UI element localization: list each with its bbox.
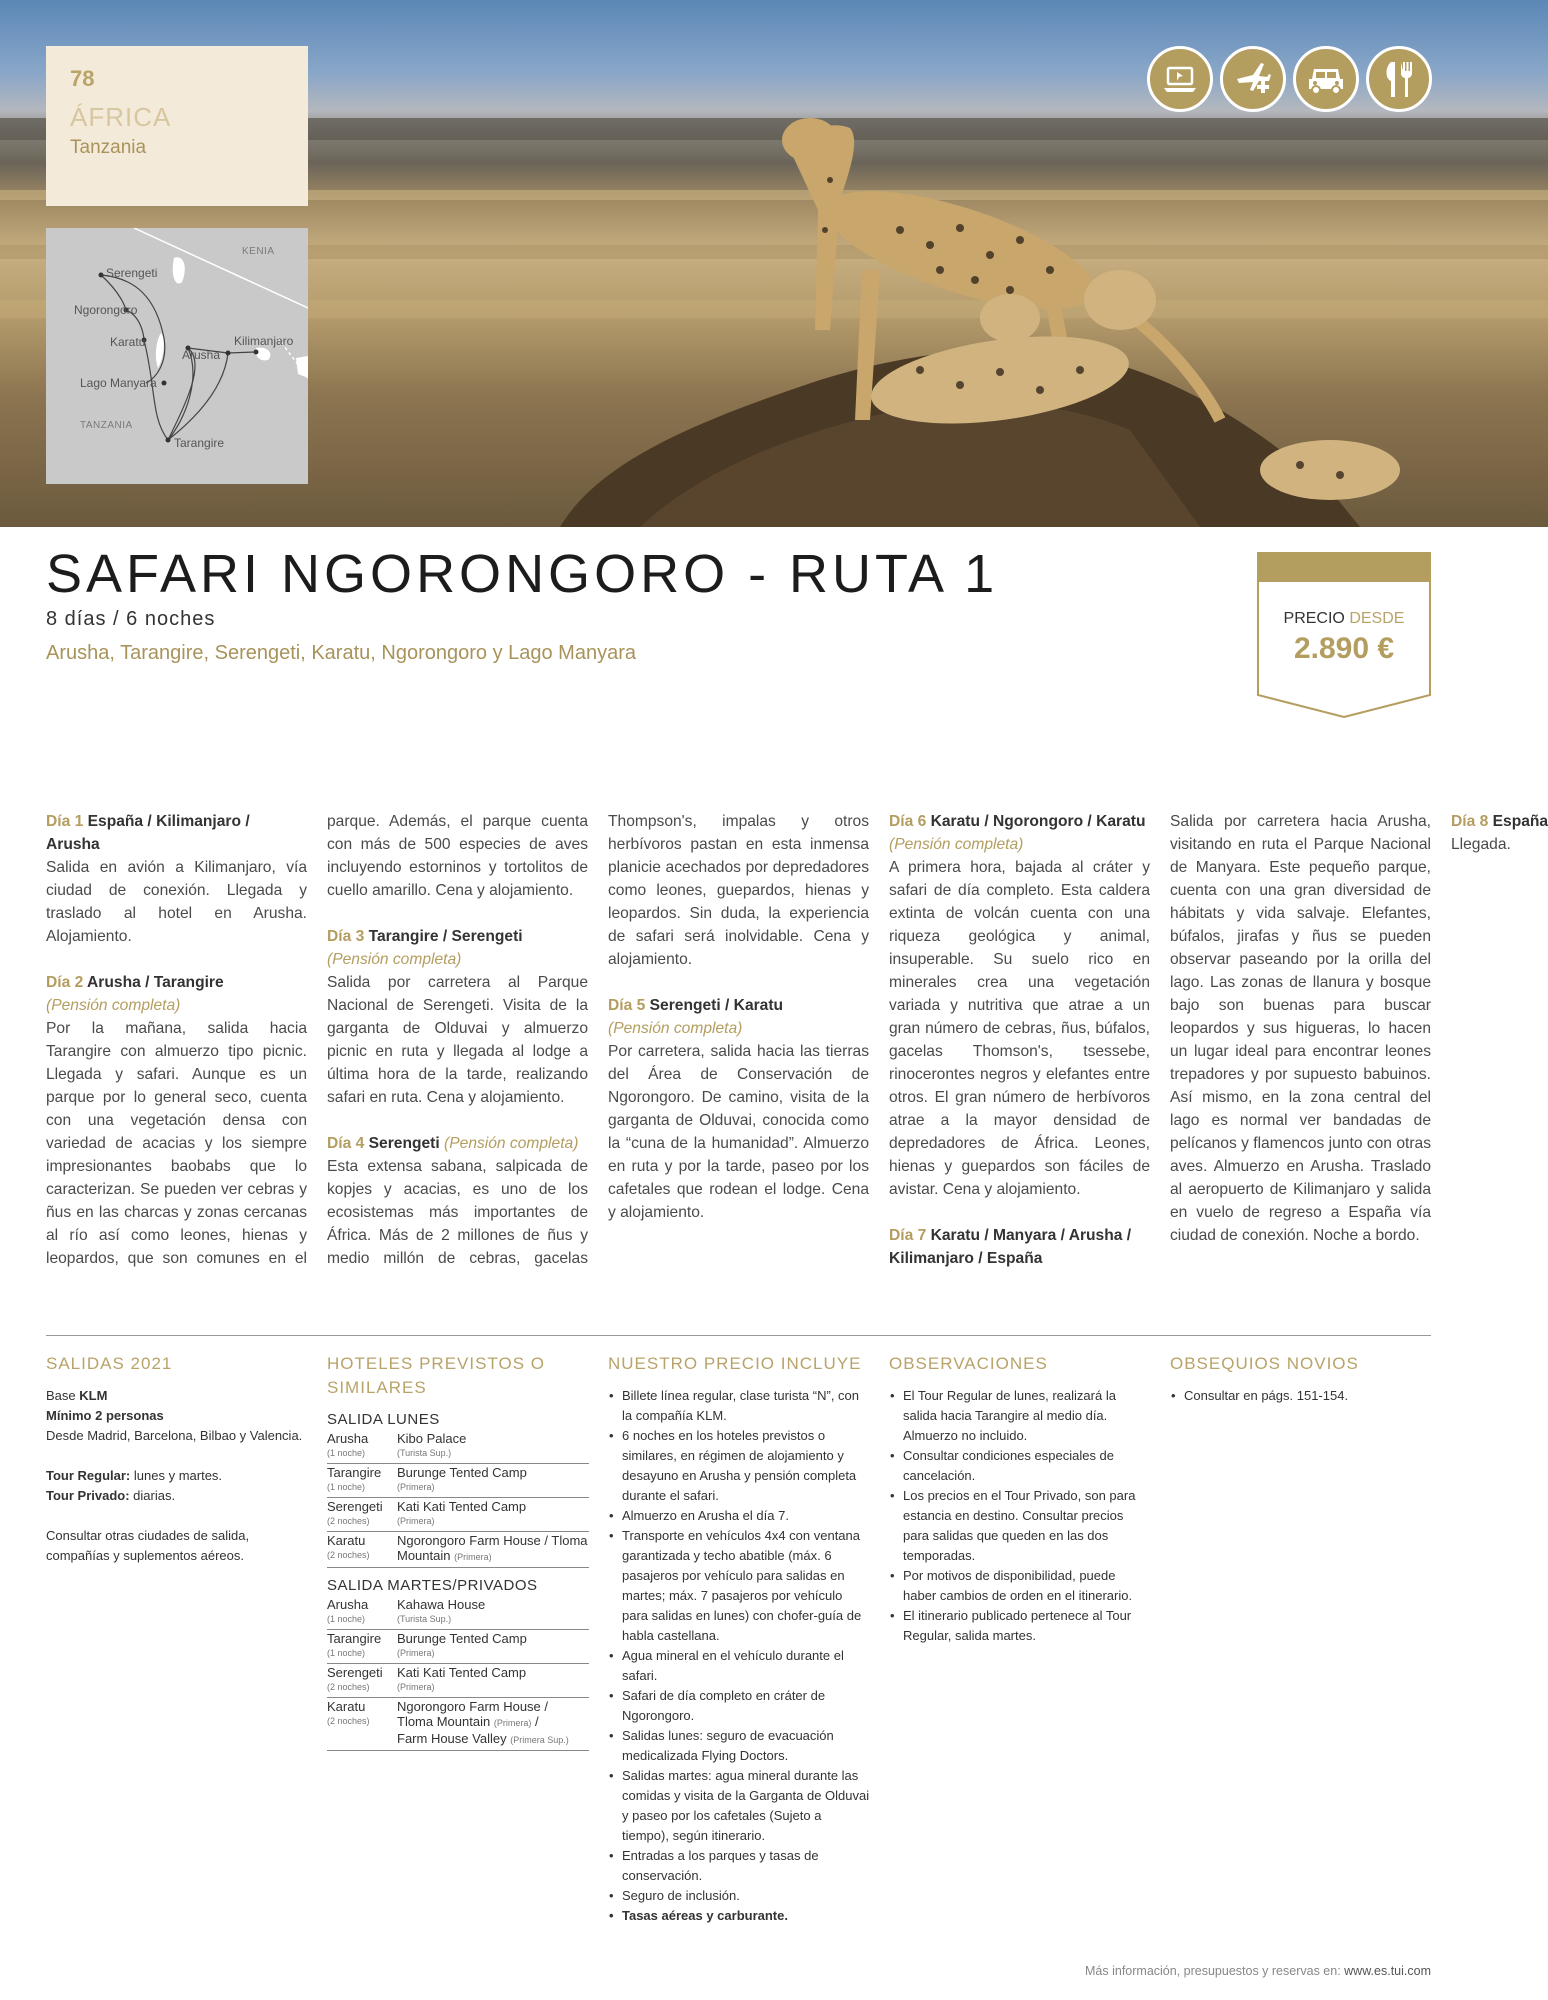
day-number: Día 2: [46, 974, 84, 991]
hotel-row: [327, 1464, 589, 1498]
hotel-city: Serengeti: [327, 1499, 383, 1514]
salidas-from: Desde Madrid, Barcelona, Bilbao y Valencia.: [46, 1428, 303, 1443]
salidas-min: Mínimo 2 personas: [46, 1408, 164, 1423]
plane-medical-icon: [1220, 46, 1286, 112]
incluye-item: • Entradas a los parques y tasas de conservación.: [608, 1846, 870, 1886]
map-place-tarangire: Tarangire: [174, 436, 225, 450]
hotel-nights: (2 noches): [327, 1516, 370, 1526]
day-heading: [46, 971, 307, 994]
trip-title: SAFARI NGORONGORO - RUTA 1: [46, 544, 999, 604]
day-text: Por la mañana, salida hacia Tarangire con almuerzo tipo picnic. Llegada y safari. Aunque es un parque por lo general seco, cuenta con una vegetación densa con variedad de acacias y los siempre impresionantes baobabs que lo caracterizan. Se pueden ver cebras y ñus en las charcas y zonas cercanas al río así como leones, hienas y leopardos, que son comunes en el parque. Además, el parque cuenta con más de 500 especies de aves incluyendo estorninos y tortolitos de cuello amarillo. Cena y alojamiento.: [46, 813, 588, 1267]
day-heading: [889, 810, 1150, 856]
trip-duration: 8 días / 6 noches: [46, 608, 216, 630]
footer-text: Más información, presupuestos y reservas en:: [1085, 1964, 1341, 1978]
map-place-arusha: Arusha: [182, 348, 221, 362]
itinerary-day: [327, 925, 588, 1109]
price-badge: [1257, 552, 1431, 718]
hotel-row: Karatu (2 noches) Ngorongoro Farm House / Tloma Mountain (Primera) / Farm House Valley (Primera Sup.): [327, 1698, 589, 1751]
day-heading: [46, 810, 307, 856]
jeep-icon: [1293, 46, 1359, 112]
hoteles-column: [327, 1352, 589, 1751]
map-place-kilimanjaro: Kilimanjaro: [234, 334, 294, 348]
observaciones-title: OBSERVACIONES: [889, 1354, 1048, 1373]
laptop-icon: [1147, 46, 1213, 112]
day-meal: (Pensión completa): [46, 997, 181, 1014]
incluye-item: • Seguro de inclusión.: [608, 1886, 870, 1906]
incluye-item: • Almuerzo en Arusha el día 7.: [608, 1506, 870, 1526]
hotel-name: Tloma Mountain: [397, 1714, 491, 1729]
hotel-section-title: SALIDA LUNES: [327, 1411, 440, 1428]
hotel-category: (Primera): [397, 1482, 435, 1492]
trip-route: Arusha, Tarangire, Serengeti, Karatu, Ngorongoro y Lago Manyara: [46, 642, 636, 664]
hotel-row: [327, 1596, 589, 1630]
hotel-row: [327, 1498, 589, 1532]
salidas-private: [46, 1486, 308, 1506]
salidas-title: SALIDAS 2021: [46, 1354, 173, 1373]
page-header-box: [46, 46, 308, 206]
hero-photo: [0, 0, 1548, 527]
itinerary-day: [608, 994, 869, 1224]
salidas-regular: [46, 1466, 308, 1486]
obsequios-title: OBSEQUIOS NOVIOS: [1170, 1354, 1359, 1373]
itinerary-day: [46, 810, 307, 948]
hotel-name: Ngorongoro Farm House /: [397, 1699, 549, 1714]
hotel-city: Arusha: [327, 1597, 369, 1612]
day-places: Tarangire / Serengeti: [368, 928, 523, 945]
hotel-section-title: SALIDA MARTES/PRIVADOS: [327, 1577, 538, 1594]
observacion-item: • Consultar condiciones especiales de cancelación.: [889, 1446, 1151, 1486]
obsequio-item: • Consultar en págs. 151-154.: [1170, 1386, 1432, 1406]
obsequios-column: [1170, 1352, 1432, 1406]
day-heading: [889, 1224, 1150, 1270]
salidas-base: [46, 1386, 308, 1406]
hotel-name: Farm House Valley: [397, 1731, 507, 1746]
day-text: Salida por carretera hacia Arusha, visitando en ruta el Parque Nacional de Manyara. Este pequeño parque, cuenta con una gran diversidad de hábitats y vida salvaje. Elefantes, búfalos, jirafas y ñus se pueden observar paseando por la orilla del lago. Las zonas de llanura y bosque bajo son buenas para buscar leopardos y sus higueras, lo hacen un lugar ideal para encontrar leones trepadores y por supuesto babuinos. Así mismo, en la zona central del lago es normal ver bandadas de pelícanos y flamencos junto con otras aves. Almuerzo en Arusha. Traslado al aeropuerto de Kilimanjaro y salida en vuelo de regreso a España vía ciudad de conexión. Noche a bordo.: [1170, 813, 1431, 1244]
day-places: Serengeti / Karatu: [649, 997, 784, 1014]
day-meal: (Pensión completa): [444, 1135, 579, 1152]
day-meal: (Pensión completa): [608, 1020, 743, 1037]
hotel-name: Kati Kati Tented Camp: [397, 1499, 527, 1514]
hotel-name: Ngorongoro Farm House / Tloma Mountain: [397, 1533, 588, 1563]
hotel-category: (Primera): [397, 1682, 435, 1692]
map-label-kenia: KENIA: [242, 246, 275, 257]
price-label-main: PRECIO: [1283, 610, 1345, 627]
day-number: Día 7: [889, 1227, 927, 1244]
private-label: Tour Privado:: [46, 1488, 130, 1503]
observacion-item: • Por motivos de disponibilidad, puede haber cambios de orden en el itinerario.: [889, 1566, 1151, 1606]
cutlery-icon: [1366, 46, 1432, 112]
hotel-row: [327, 1630, 589, 1664]
hotel-nights: (1 noche): [327, 1648, 366, 1658]
day-places: Karatu / Ngorongoro / Karatu: [930, 813, 1146, 830]
day-number: Día 3: [327, 928, 365, 945]
day-text: Salida por carretera al Parque Nacional de Serengeti. Visita de la garganta de Olduvai y almuerzo picnic en ruta y llegada al lodge a última hora de la tarde, realizando safari en ruta. Cena y alojamiento.: [327, 974, 588, 1106]
hotel-category: (Primera Sup.): [510, 1735, 569, 1745]
day-number: Día 1: [46, 813, 84, 830]
incluye-item: • 6 noches en los hoteles previstos o similares, en régimen de alojamiento y desayuno en Arusha y pensión completa durante el safari.: [608, 1426, 870, 1506]
hotel-city: Karatu: [327, 1533, 366, 1548]
day-number: Día 4: [327, 1135, 365, 1152]
observacion-item: • El Tour Regular de lunes, realizará la salida hacia Tarangire al medio día. Almuerzo no incluido.: [889, 1386, 1151, 1446]
price-value: 2.890 €: [1293, 632, 1395, 665]
hotel-city: Tarangire: [327, 1631, 382, 1646]
hotel-city: Tarangire: [327, 1465, 382, 1480]
map-place-karatu: Karatu: [110, 335, 146, 349]
service-icons: [1147, 46, 1432, 112]
hotel-nights: (1 noche): [327, 1614, 366, 1624]
day-places: Serengeti: [368, 1135, 440, 1152]
section-divider: [46, 1335, 1431, 1336]
incluye-list: [608, 1386, 870, 1926]
day-places: España / Kilimanjaro / Arusha: [46, 813, 250, 853]
day-heading: [327, 1132, 588, 1155]
day-places: España: [1492, 813, 1548, 830]
incluye-column: [608, 1352, 870, 1926]
base-value: KLM: [79, 1388, 108, 1403]
day-number: Día 6: [889, 813, 927, 830]
footer: [1085, 1964, 1431, 1978]
hotel-name: Burunge Tented Camp: [397, 1631, 527, 1646]
hotel-category: (Primera): [493, 1718, 532, 1728]
salidas-column: [46, 1352, 308, 1566]
day-heading: [1451, 810, 1548, 833]
hotel-name: Kibo Palace: [397, 1431, 467, 1446]
price-label: [1257, 610, 1431, 628]
base-label: Base: [46, 1388, 76, 1403]
hotel-nights: (2 noches): [327, 1716, 370, 1726]
day-meal: (Pensión completa): [889, 836, 1024, 853]
incluye-item: • Billete línea regular, clase turista “N”, con la compañía KLM.: [608, 1386, 870, 1426]
hotel-category: (Turista Sup.): [397, 1614, 452, 1624]
hotel-city: Arusha: [327, 1431, 369, 1446]
day-places: Karatu / Manyara / Arusha / Kilimanjaro / España: [889, 1227, 1132, 1267]
private-value: diarias.: [133, 1488, 176, 1503]
day-text: A primera hora, bajada al cráter y safari de día completo. Esta caldera extinta de volcán cuenta con una riqueza geológica y animal, insuperable. Su suelo rico en minerales crea una vegetación variada y nutritiva que atrae a un gran número de cebras, ñus, búfalos, gacelas Thomson's, tsessebe, rinocerontes negros y elefantes entre otros. El gran número de herbívoros atrae a la mayor densidad de depredadores de África. Leones, hienas y guepardos son fáciles de avistar. Cena y alojamiento.: [889, 859, 1150, 1198]
incluye-title: NUESTRO PRECIO INCLUYE: [608, 1354, 862, 1373]
map-place-serengeti: Serengeti: [106, 266, 158, 280]
map-place-lago-manyara: Lago Manyara: [80, 376, 157, 390]
regular-value: lunes y martes.: [133, 1468, 223, 1483]
hotel-name: Kahawa House: [397, 1597, 486, 1612]
hotel-category: (Primera): [397, 1516, 435, 1526]
hotel-city: Karatu: [327, 1699, 366, 1714]
day-meal: (Pensión completa): [327, 951, 462, 968]
day-number: Día 8: [1451, 813, 1489, 830]
day-heading: [608, 994, 869, 1017]
itinerary-day: [1451, 810, 1548, 856]
day-number: Día 5: [608, 997, 646, 1014]
incluye-item: • Salidas lunes: seguro de evacuación medicalizada Flying Doctors.: [608, 1726, 870, 1766]
hotel-nights: (1 noche): [327, 1482, 366, 1492]
day-text: Por carretera, salida hacia las tierras del Área de Conservación de Ngorongoro. De camino, visita de la garganta de Olduvai, conocida como la “cuna de la humanidad”. Almuerzo en ruta y por la tarde, paseo por los cafetales que rodean el lodge. Cena y alojamiento.: [608, 1043, 869, 1221]
hotel-row: [327, 1532, 589, 1568]
map-place-ngorongoro: Ngorongoro: [74, 303, 138, 317]
incluye-item: • Tasas aéreas y carburante.: [608, 1906, 870, 1926]
hotel-name: Burunge Tented Camp: [397, 1465, 527, 1480]
hotel-city: Serengeti: [327, 1665, 383, 1680]
hotel-nights: (2 noches): [327, 1550, 370, 1560]
observacion-item: • El itinerario publicado pertenece al Tour Regular, salida martes.: [889, 1606, 1151, 1646]
day-heading: [327, 925, 588, 948]
itinerary: [46, 810, 1548, 1275]
hotel-name: Kati Kati Tented Camp: [397, 1665, 527, 1680]
incluye-item: • Salidas martes: agua mineral durante las comidas y visita de la Garganta de Olduvai y paseo por los cafetales (Sujeto a tiempo), según itinerario.: [608, 1766, 870, 1846]
hotel-category: (Primera): [397, 1648, 435, 1658]
hoteles-title: HOTELES PREVISTOS O SIMILARES: [327, 1354, 546, 1397]
hotel-row: [327, 1664, 589, 1698]
hotel-nights: (2 noches): [327, 1682, 370, 1692]
day-text: Llegada.: [1451, 836, 1511, 853]
region-label: ÁFRICA: [70, 102, 172, 132]
footer-website-link[interactable]: www.es.tui.com: [1344, 1964, 1431, 1978]
day-text: Salida en avión a Kilimanjaro, vía ciudad de conexión. Llegada y traslado al hotel en Arusha. Alojamiento.: [46, 859, 307, 945]
regular-label: Tour Regular:: [46, 1468, 131, 1483]
country-label: Tanzania: [70, 137, 147, 158]
hotel-row: [327, 1430, 589, 1464]
page-number: 78: [70, 66, 95, 91]
incluye-item: • Agua mineral en el vehículo durante el safari.: [608, 1646, 870, 1686]
observaciones-column: [889, 1352, 1151, 1646]
itinerary-day: [889, 810, 1150, 1201]
incluye-item: • Transporte en vehículos 4x4 con ventana garantizada y techo abatible (máx. 6 pasajeros por vehículo para salidas en martes; máx. 7 pasajeros por vehículo para salidas en lunes) con chofer-guía de habla castellana.: [608, 1526, 870, 1646]
obsequios-list: [1170, 1386, 1432, 1406]
hotel-category: (Primera): [454, 1552, 492, 1562]
day-text: Esta extensa sabana, salpicada de kopjes y acacias, es uno de los ecosistemas más importantes de África. Más de 2 millones de ñus y medio millón de cebras, gacelas Thompson's, impalas y otros herbívoros pastan en esta inmensa planicie acechados por depredadores como leones, guepardos, hienas y leopardos. Sin duda, la experiencia de safari será inolvidable. Cena y alojamiento.: [327, 813, 869, 1267]
route-map: [46, 228, 308, 484]
incluye-item: • Safari de día completo en cráter de Ngorongoro.: [608, 1686, 870, 1726]
salidas-note: Consultar otras ciudades de salida, compañías y suplementos aéreos.: [46, 1528, 250, 1563]
price-label-desde: DESDE: [1349, 610, 1405, 627]
hotel-nights: (1 noche): [327, 1448, 366, 1458]
day-places: Arusha / Tarangire: [87, 974, 224, 991]
map-label-tanzania: TANZANIA: [80, 420, 133, 431]
observacion-item: • Los precios en el Tour Privado, son para estancia en destino. Consultar precios para salidas que queden en las dos temporadas.: [889, 1486, 1151, 1566]
observaciones-list: [889, 1386, 1151, 1646]
hotel-category: (Turista Sup.): [397, 1448, 452, 1458]
